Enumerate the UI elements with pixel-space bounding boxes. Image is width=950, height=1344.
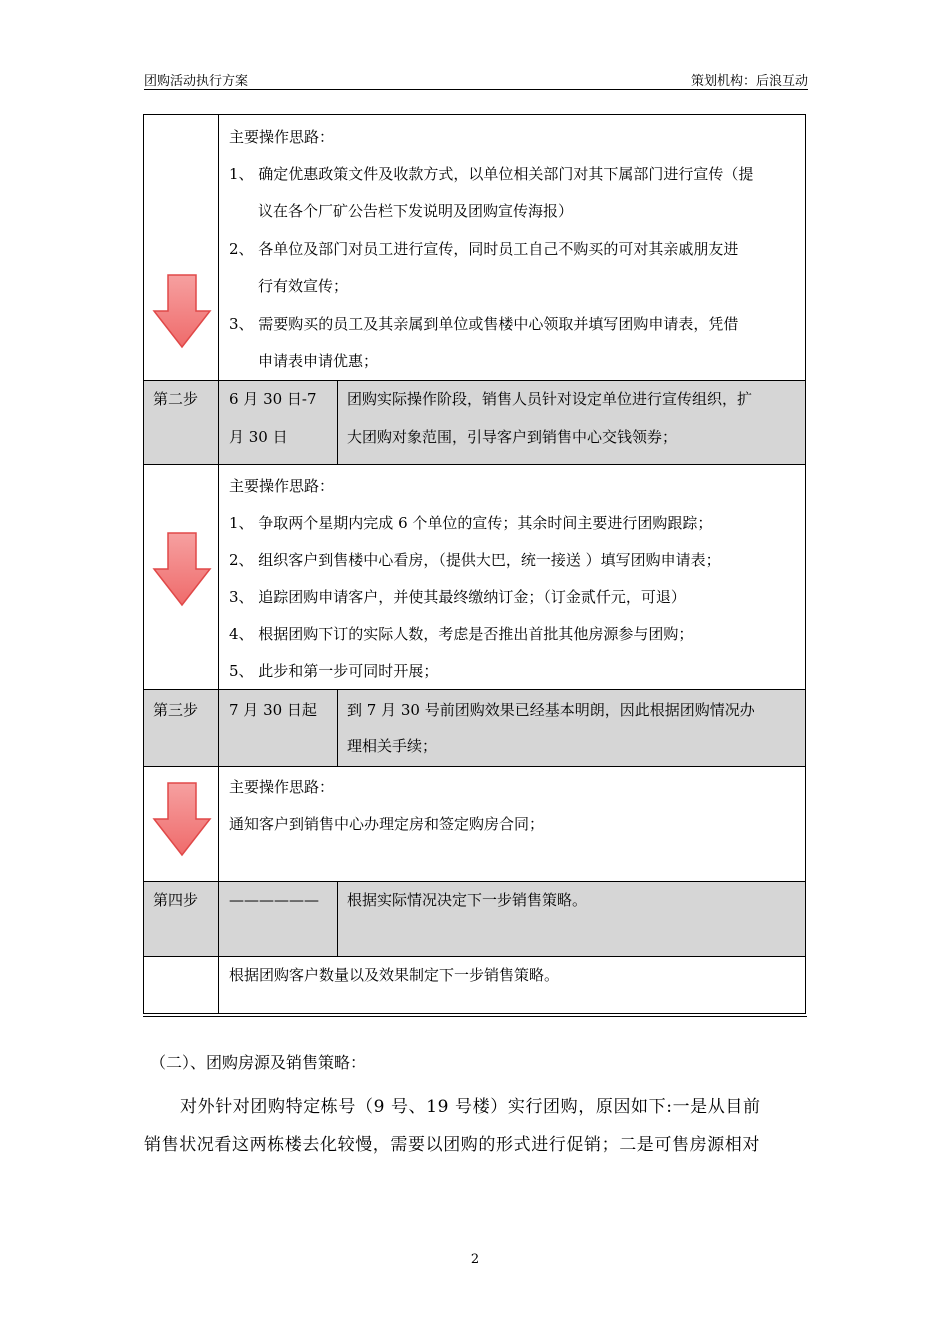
block1-item1-line2: 议在各个厂矿公告栏下发说明及团购宣传海报） bbox=[258, 202, 574, 220]
step3-label-cell bbox=[143, 689, 219, 767]
step4-desc: 根据实际情况决定下一步销售策略。 bbox=[347, 891, 588, 909]
header-doc-title: 团购活动执行方案 bbox=[144, 74, 249, 89]
content-cell-2 bbox=[218, 464, 806, 690]
step4-label-cell bbox=[143, 881, 219, 957]
header-agency: 策划机构：后浪互动 bbox=[690, 74, 808, 89]
step3-label: 第三步 bbox=[153, 701, 199, 719]
step2-date-line1: 6 月 30 日-7 bbox=[229, 390, 317, 408]
step2-label: 第二步 bbox=[153, 390, 199, 408]
arrow-cell-2 bbox=[143, 464, 219, 690]
block1-item2-line1: 2、 各单位及部门对员工进行宣传，同时员工自己不购买的可对其亲戚朋友进 bbox=[229, 240, 739, 258]
block3-line1: 通知客户到销售中心办理定房和签定购房合同； bbox=[229, 815, 545, 833]
plan-table bbox=[143, 114, 806, 1014]
header-divider bbox=[144, 89, 808, 90]
step3-desc-cell bbox=[337, 689, 806, 767]
section-para-line2: 销售状况看这两栋楼去化较慢，需要以团购的形式进行促销；二是可售房源相对 bbox=[144, 1135, 760, 1155]
block4-line1: 根据团购客户数量以及效果制定下一步销售策略。 bbox=[229, 966, 560, 984]
step4-date: —————— bbox=[229, 891, 319, 909]
step4-label: 第四步 bbox=[153, 891, 199, 909]
block1-title: 主要操作思路： bbox=[229, 128, 335, 146]
down-arrow-icon bbox=[152, 273, 212, 349]
empty-cell-4 bbox=[143, 956, 219, 1014]
arrow-cell-3 bbox=[143, 766, 219, 882]
step2-date-cell bbox=[218, 380, 338, 465]
block2-item1: 1、 争取两个星期内完成 6 个单位的宣传；其余时间主要进行团购跟踪； bbox=[229, 514, 713, 532]
step3-date-cell bbox=[218, 689, 338, 767]
block1-item2-line2: 行有效宣传； bbox=[258, 277, 349, 295]
block1-item3-line1: 3、 需要购买的员工及其亲属到单位或售楼中心领取并填写团购申请表，凭借 bbox=[229, 315, 739, 333]
content-cell-4 bbox=[218, 956, 806, 1014]
block2-title: 主要操作思路： bbox=[229, 477, 335, 495]
step2-desc-line2: 大团购对象范围，引导客户到销售中心交钱领券； bbox=[347, 428, 678, 446]
step3-date: 7 月 30 日起 bbox=[229, 701, 317, 719]
content-cell-1 bbox=[218, 114, 806, 381]
step4-date-cell bbox=[218, 881, 338, 957]
down-arrow-icon bbox=[152, 781, 212, 857]
step3-desc-line1: 到 7 月 30 号前团购效果已经基本明朗，因此根据团购情况办 bbox=[347, 701, 755, 719]
block1-item1-line1: 1、 确定优惠政策文件及收款方式，以单位相关部门对其下属部门进行宣传（提 bbox=[229, 165, 754, 183]
block2-item4: 4、 根据团购下订的实际人数，考虑是否推出首批其他房源参与团购； bbox=[229, 625, 694, 643]
table-bottom-rule bbox=[143, 1016, 807, 1017]
block2-item2: 2、 组织客户到售楼中心看房，（提供大巴，统一接送 ）填写团购申请表； bbox=[229, 551, 721, 569]
step3-desc-line2: 理相关手续； bbox=[347, 737, 438, 755]
block1-item3-line2: 申请表申请优惠； bbox=[258, 352, 379, 370]
step2-desc-line1: 团购实际操作阶段，销售人员针对设定单位进行宣传组织，扩 bbox=[347, 390, 753, 408]
block2-item3: 3、 追踪团购申请客户，并使其最终缴纳订金；（订金贰仟元，可退） bbox=[229, 588, 686, 606]
section-para-line1: 对外针对团购特定栋号（9 号、19 号楼）实行团购，原因如下:一是从目前 bbox=[180, 1097, 761, 1117]
arrow-cell-1 bbox=[143, 114, 219, 381]
page-number: 2 bbox=[470, 1252, 480, 1267]
section-title: （二）、团购房源及销售策略： bbox=[150, 1053, 367, 1072]
step2-desc-cell bbox=[337, 380, 806, 465]
content-cell-3 bbox=[218, 766, 806, 882]
down-arrow-icon bbox=[152, 531, 212, 607]
step2-date-line2: 月 30 日 bbox=[229, 428, 288, 446]
block2-item5: 5、 此步和第一步可同时开展； bbox=[229, 662, 439, 680]
step2-label-cell bbox=[143, 380, 219, 465]
block3-title: 主要操作思路： bbox=[229, 778, 335, 796]
step4-desc-cell bbox=[337, 881, 806, 957]
